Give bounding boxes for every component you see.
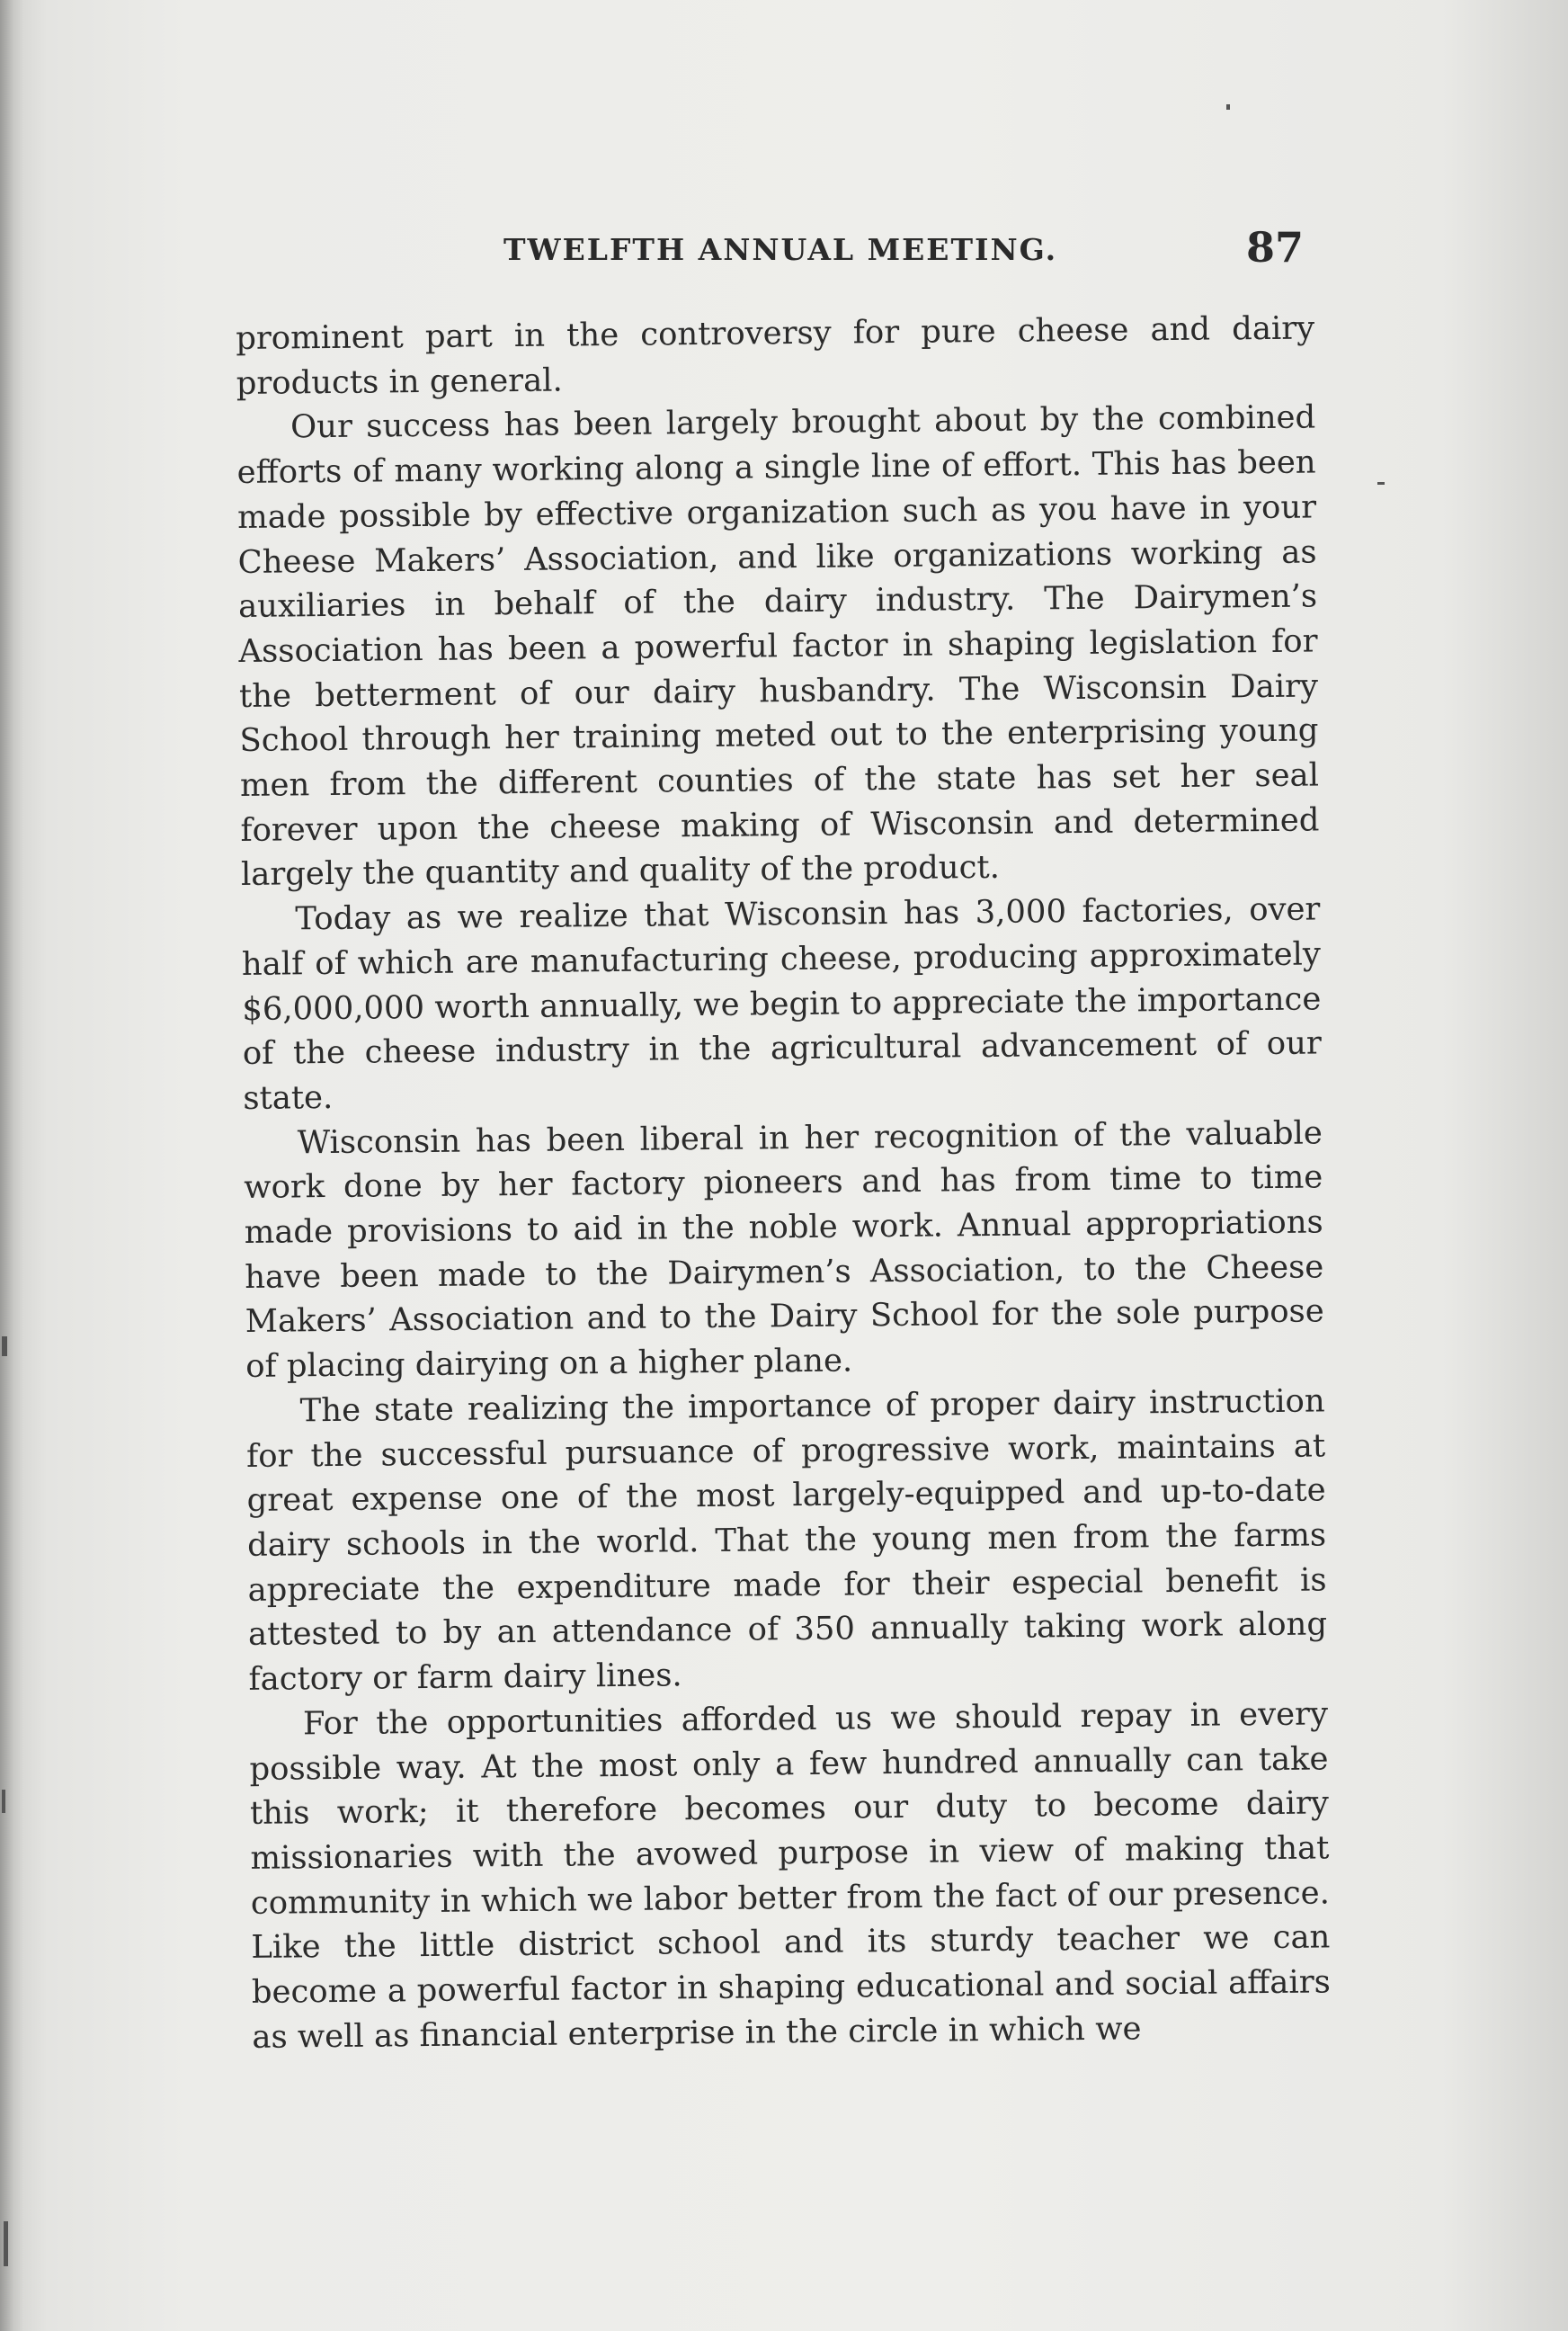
paragraph-continued: prominent part in the controversy for pure cheese and dairy products in general. xyxy=(236,309,1315,402)
running-head xyxy=(234,223,1313,277)
page-number: 87 xyxy=(1245,223,1304,272)
running-title: TWELFTH ANNUAL MEETING. xyxy=(503,232,1058,267)
paragraph: The state realizing the importance of proper dairy instruction for the successful pursuance of progressive work, maintains at great expense one of the most largely-equipped and up-to-date dairy schools in the world. That the young men from the farms appreciate the expenditure made for their especial benefit is attested to by an attendance of 350 annually taking work along factory or farm dairy lines. xyxy=(245,1382,1328,1699)
scan-speck xyxy=(2,1336,7,1356)
body-text xyxy=(236,306,1332,2059)
scan-speck xyxy=(4,2221,8,2266)
paragraph: Today as we realize that Wisconsin has 3,000 factories, over half of which are manufacturing cheese, producing approximately $6,000,000 worth annually, we begin to appreciate the importance of the cheese industry in the agricultural advancement of our state. xyxy=(241,890,1323,1117)
paragraph: Wisconsin has been liberal in her recognition of the valuable work done by her factory pioneers and has from time to time made provisions to aid in the noble work. Annual appropriations have been made to the Dairymen’s Association, to the Cheese Makers’ Association and to the Dairy School for the sole purpose of placing dairying on a higher plane. xyxy=(244,1114,1324,1386)
paragraph: Our success has been largely brought about by the combined efforts of many working along a single line of effort. This has been made possible by effective organization such as you have in your Cheese Makers’ Association, and like organizations working as auxiliaries in behalf of the dairy industry. The Dairymen’s Association has been a powerful factor in shaping legislation for the betterment of our dairy husbandry. The Wisconsin Dairy School through her training meted out to the enterprising young men from the different counties of the state has set her seal forever upon the cheese making of Wisconsin and determined largely the quantity and quality of the product. xyxy=(236,398,1320,894)
scan-speck xyxy=(2,1790,5,1813)
binding-shadow xyxy=(0,0,23,2331)
scan-speck xyxy=(1226,104,1230,110)
scan-speck xyxy=(1377,482,1385,485)
paragraph: For the opportunities afforded us we should repay in every possible way. At the most only a few hundred annually can take this work; it therefore becomes our duty to become dairy missionaries with the avowed purpose in view of making that community in which we labor better from the fact of our presence. Like the little district school and its sturdy teacher we can become a powerful factor in shaping educational and social affairs as well as financial enterprise in the circle in which we xyxy=(249,1695,1332,2056)
